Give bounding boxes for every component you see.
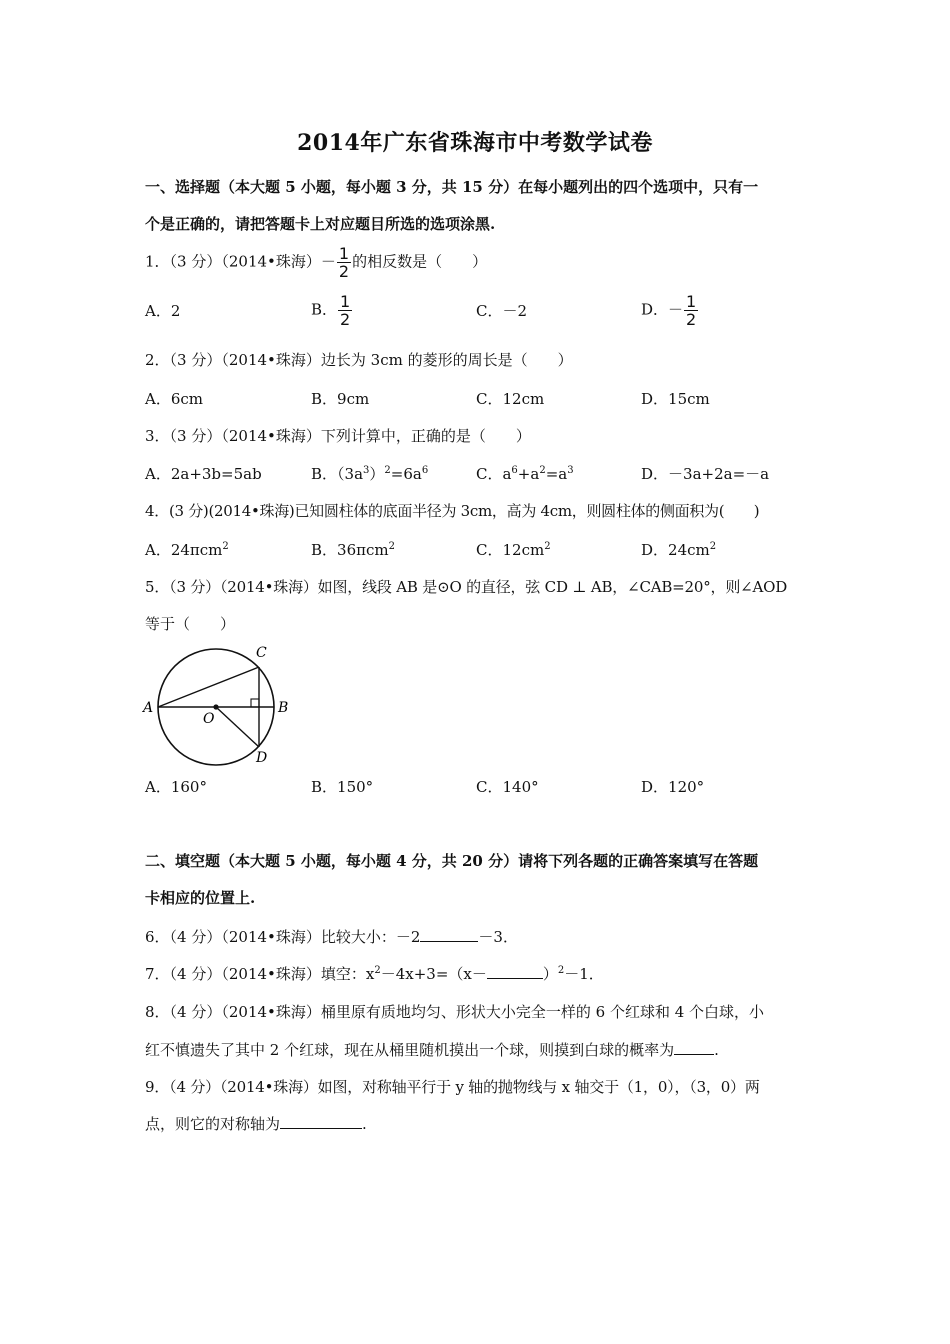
question-2-stem: 2．（3 分）（2014•珠海）边长为 3cm 的菱形的周长是（ ） — [145, 351, 573, 369]
q1-prefix: 1．（3 分）（2014•珠海）－ — [145, 252, 336, 271]
q8-answer-blank[interactable] — [674, 1040, 714, 1055]
q5-option-c: C．140° — [476, 778, 539, 796]
q2-option-a: A．6cm — [145, 390, 204, 408]
segment-ac — [158, 667, 259, 707]
q2-option-d: D．15cm — [641, 390, 710, 408]
q9-answer-blank[interactable] — [280, 1114, 362, 1129]
q5-option-a: A．160° — [145, 778, 207, 796]
q4-option-d: D．$24cm^2$ — [641, 541, 717, 559]
question-8-line1: 8．（4 分）（2014•珠海）桶里原有质地均匀、形状大小完全一样的 6 个红球和 4 个白球，小 — [145, 1003, 765, 1021]
question-7: 7．（4 分）（2014•珠海）填空：$x^2-4x+3=(x- )^2-1$． — [145, 965, 604, 983]
q1-option-a: A．2 — [145, 302, 181, 320]
q4-option-b: B．36πcm$^2$ — [311, 541, 395, 559]
question-6: 6．（4 分）（2014•珠海）比较大小：－2 －3． — [145, 928, 518, 946]
q1-option-c: C．－2 — [476, 302, 528, 320]
label-b: B — [278, 700, 289, 716]
question-9-line1: 9．（4 分）（2014•珠海）如图，对称轴平行于 y 轴的抛物线与 x 轴交于（1，0），（3，0）两 — [145, 1078, 760, 1096]
center-dot — [213, 704, 218, 709]
q5-option-d: D．120° — [641, 778, 705, 796]
q1-option-d: D．－ $\frac{1}{2}$ — [641, 292, 697, 329]
q3-option-c: C．$a^6+a^2=a^3$ — [476, 465, 574, 483]
q3-option-a: A．2a+3b=5ab — [145, 465, 262, 483]
q1-option-b: B． $\frac{1}{2}$ — [311, 292, 351, 329]
segment-od — [216, 707, 259, 747]
question-1-stem — [145, 245, 487, 280]
question-9-line2: 点，则它的对称轴为 . — [145, 1115, 367, 1133]
q1-suffix: 的相反数是（ ） — [352, 252, 488, 271]
q5-option-b: B．150° — [311, 778, 374, 796]
section1-heading-line1: 一、选择题（本大题 5 小题，每小题 3 分，共 15 分）在每小题列出的四个选项中，只有一 — [145, 178, 759, 196]
question-5-stem-line1: 5．（3 分）（2014•珠海）如图，线段 AB 是⊙O 的直径，弦 CD ⊥ AB，∠CAB=20°，则∠AOD — [145, 578, 788, 596]
q4-option-a: A．24πcm$^2$ — [145, 541, 229, 559]
label-o: O — [203, 711, 215, 727]
q6-answer-blank[interactable] — [420, 927, 478, 942]
section2-heading-line1: 二、填空题（本大题 5 小题，每小题 4 分，共 20 分）请将下列各题的正确答案填写在答题 — [145, 852, 759, 870]
label-d: D — [256, 750, 268, 766]
question-3-stem: 3．（3 分）（2014•珠海）下列计算中，正确的是（ ） — [145, 427, 531, 445]
q3-option-d: D．－3a+2a=－a — [641, 465, 770, 483]
question-5-stem-line2: 等于（ ） — [145, 615, 236, 633]
circle-diagram — [140, 640, 300, 770]
q7-answer-blank[interactable] — [487, 964, 543, 979]
label-a: A — [143, 700, 154, 716]
section2-heading-line2: 卡相应的位置上. — [145, 889, 256, 907]
section1-heading-line2: 个是正确的，请把答题卡上对应题目所选的选项涂黑. — [145, 215, 496, 233]
q1-fraction: $\frac{1}{2}$ — [338, 244, 350, 281]
question-8-line2: 红不慎遗失了其中 2 个红球，现在从桶里随机摸出一个球，则摸到白球的概率为 . — [145, 1041, 719, 1059]
q3-option-b: B．$(3a^3)^2=6a^6$ — [311, 465, 429, 483]
label-c: C — [256, 645, 267, 661]
page-title: 2014年广东省珠海市中考数学试卷 — [297, 130, 653, 156]
q2-option-c: C．12cm — [476, 390, 545, 408]
question-4-stem: 4．(3 分)(2014•珠海)已知圆柱体的底面半径为 3cm，高为 4cm，则圆柱体的侧面积为( ) — [145, 502, 760, 520]
q2-option-b: B．9cm — [311, 390, 370, 408]
q4-option-c: C．$12cm^2$ — [476, 541, 551, 559]
right-angle-mark — [251, 699, 259, 707]
